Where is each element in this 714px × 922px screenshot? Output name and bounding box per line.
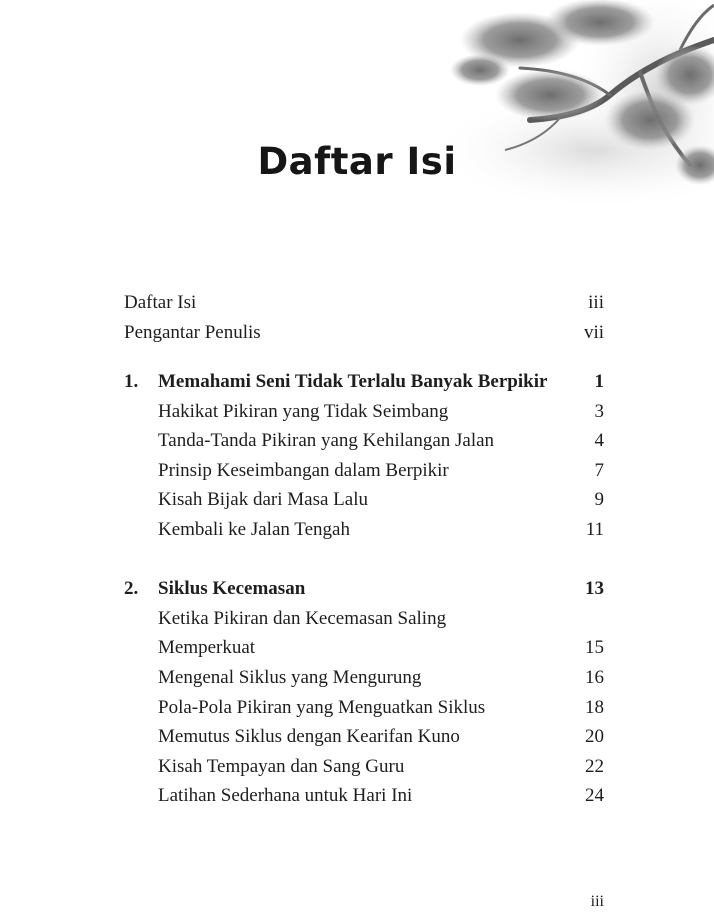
toc-section (0, 665, 714, 691)
toc-chapter (0, 369, 714, 395)
toc-chapter-label: Memahami Seni Tidak Terlalu Banyak Berpikir (158, 371, 548, 392)
toc-section-page: 16 (585, 667, 604, 688)
toc-section-label: Memperkuat (158, 637, 256, 659)
toc-section (0, 606, 714, 632)
toc-entry-page: iii (588, 292, 604, 313)
toc-section (0, 399, 714, 425)
page-title: Daftar Isi (257, 140, 457, 183)
toc-chapter-page: 13 (585, 578, 604, 600)
toc-section-label: Mengenal Siklus yang Mengurung (158, 667, 422, 688)
toc-section-label: Pola-Pola Pikiran yang Menguatkan Siklus (158, 696, 486, 718)
toc-chapter-label: Siklus Kecemasan (158, 578, 306, 600)
toc-section-label: Ketika Pikiran dan Kecemasan Saling (158, 607, 447, 629)
toc-section (0, 695, 714, 721)
toc-section-label: Kisah Tempayan dan Sang Guru (158, 755, 405, 777)
toc-section-label: Prinsip Keseimbangan dalam Berpikir (158, 459, 449, 481)
toc-section (0, 783, 714, 809)
toc-section-page: 7 (594, 459, 604, 481)
toc-section (0, 754, 714, 780)
toc-section-page: 15 (585, 637, 604, 659)
toc-section (0, 487, 714, 513)
toc-section-label: Hakikat Pikiran yang Tidak Seimbang (158, 400, 449, 422)
toc-section-label: Kisah Bijak dari Masa Lalu (158, 489, 369, 511)
toc-section-page: 9 (594, 489, 604, 511)
toc-section-page: 22 (585, 755, 604, 777)
toc-chapter-page: 1 (594, 371, 604, 392)
page-number: iii (590, 893, 604, 910)
toc-section-page: 20 (585, 726, 604, 748)
chapter-number: 2. (124, 578, 139, 600)
toc-section-page: 3 (594, 400, 604, 422)
toc-section (0, 635, 714, 661)
toc-section-label: Kembali ke Jalan Tengah (158, 519, 350, 540)
toc-section (0, 517, 714, 543)
toc-section (0, 458, 714, 484)
toc-chapter (0, 576, 714, 602)
toc-entry (0, 320, 714, 346)
toc-section (0, 428, 714, 454)
toc-section-label: Tanda-Tanda Pikiran yang Kehilangan Jalan (158, 430, 495, 452)
toc-section-label: Memutus Siklus dengan Kearifan Kuno (158, 726, 460, 748)
toc-section-page: 11 (585, 519, 604, 540)
toc-entry-label: Pengantar Penulis (124, 321, 261, 343)
toc-entry-page: vii (583, 321, 604, 343)
toc-section-page: 18 (585, 696, 604, 718)
chapter-number: 1. (124, 371, 139, 392)
toc-entry (0, 290, 714, 316)
toc-section-page: 4 (594, 430, 604, 452)
toc-section-label: Latihan Sederhana untuk Hari Ini (158, 785, 413, 807)
toc-entry-label: Daftar Isi (124, 292, 197, 313)
toc-section (0, 724, 714, 750)
toc-section-page: 24 (585, 785, 604, 807)
